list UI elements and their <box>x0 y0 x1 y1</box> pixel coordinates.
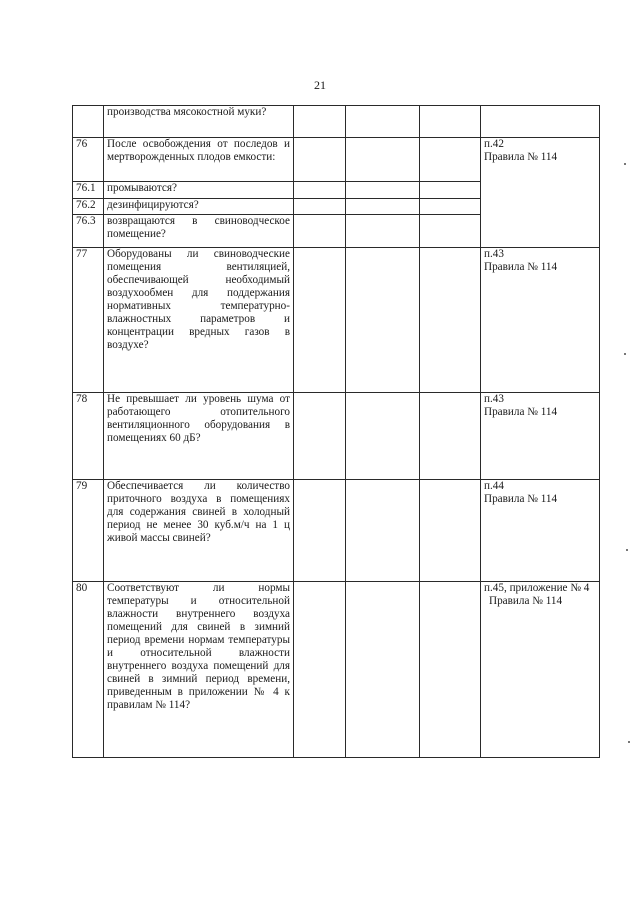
answer-no-cell <box>346 215 420 248</box>
answer-yes-cell <box>294 199 346 215</box>
item-number <box>73 106 104 138</box>
answer-na-cell <box>420 138 481 182</box>
item-number: 76 <box>73 138 104 182</box>
question-cell: После освобождения от последов и мертворожденных плодов емкости: <box>104 138 294 182</box>
answer-yes-cell <box>294 582 346 758</box>
item-number: 80 <box>73 582 104 758</box>
question-cell: Обеспечивается ли количество приточного воздуха в помещениях для содержания свиней в холодный период не менее 30 куб.м/ч на 1 ц живой массы свиней? <box>104 480 294 582</box>
answer-yes-cell <box>294 248 346 393</box>
answer-yes-cell <box>294 393 346 480</box>
answer-yes-cell <box>294 215 346 248</box>
reference-cell <box>481 393 600 480</box>
answer-no-cell <box>346 480 420 582</box>
answer-no-cell <box>346 182 420 199</box>
question-cell: Не превышает ли уровень шума от работающего отопительного вентиляционного оборудования в помещениях 60 дБ? <box>104 393 294 480</box>
item-number: 78 <box>73 393 104 480</box>
reference-clause: п.45, приложение № 4 <box>484 582 590 594</box>
answer-na-cell <box>420 106 481 138</box>
answer-na-cell <box>420 582 481 758</box>
reference-cell <box>481 480 600 582</box>
reference-cell <box>481 248 600 393</box>
answer-na-cell <box>420 215 481 248</box>
answer-na-cell <box>420 199 481 215</box>
answer-na-cell <box>420 480 481 582</box>
reference-cell <box>481 106 600 138</box>
answer-yes-cell <box>294 480 346 582</box>
answer-yes-cell <box>294 138 346 182</box>
table-row <box>73 393 600 480</box>
reference-cell <box>481 138 600 248</box>
answer-no-cell <box>346 199 420 215</box>
reference-document: Правила № 114 <box>484 493 558 505</box>
scan-speck <box>624 163 626 165</box>
reference-document: Правила № 114 <box>489 595 563 607</box>
table-row <box>73 582 600 758</box>
answer-yes-cell <box>294 182 346 199</box>
reference-cell <box>481 582 600 758</box>
reference-document: Правила № 114 <box>484 151 558 163</box>
answer-na-cell <box>420 182 481 199</box>
item-number: 77 <box>73 248 104 393</box>
reference-document: Правила № 114 <box>484 261 558 273</box>
table-row <box>73 248 600 393</box>
item-number: 79 <box>73 480 104 582</box>
item-number: 76.1 <box>73 182 104 199</box>
reference-clause: п.44 <box>484 480 504 492</box>
item-number: 76.2 <box>73 199 104 215</box>
page-number: 21 <box>314 78 326 92</box>
table-row <box>73 138 600 182</box>
reference-clause: п.43 <box>484 248 504 260</box>
reference-document: Правила № 114 <box>484 406 558 418</box>
answer-no-cell <box>346 393 420 480</box>
question-cell: Соответствуют ли нормы температуры и относительной влажности внутреннего воздуха помещений для свиней в зимний период времени нормам температуры и относительной влажности внутреннего воздуха помещений для свиней в зимний период времени, приведенным в приложении № 4 к правилам № 114? <box>104 582 294 758</box>
question-cell: производства мясокостной муки? <box>104 106 294 138</box>
scan-speck <box>624 353 626 355</box>
answer-no-cell <box>346 582 420 758</box>
question-cell: дезинфицируются? <box>104 199 294 215</box>
checklist-table <box>72 105 600 758</box>
answer-no-cell <box>346 106 420 138</box>
answer-na-cell <box>420 248 481 393</box>
scan-speck <box>628 741 630 743</box>
question-cell: промываются? <box>104 182 294 199</box>
question-cell: Оборудованы ли свиноводческие помещения вентиляцией, обеспечивающей необходимый воздухообмен для поддержания нормативных температурно-влажностных параметров и концентрации вредных газов в воздухе? <box>104 248 294 393</box>
reference-clause: п.42 <box>484 138 504 150</box>
table-row <box>73 480 600 582</box>
reference-clause: п.43 <box>484 393 504 405</box>
item-number: 76.3 <box>73 215 104 248</box>
answer-no-cell <box>346 248 420 393</box>
answer-yes-cell <box>294 106 346 138</box>
scan-speck <box>626 549 628 551</box>
table-row <box>73 106 600 138</box>
question-cell: возвращаются в свиноводческое помещение? <box>104 215 294 248</box>
answer-na-cell <box>420 393 481 480</box>
answer-no-cell <box>346 138 420 182</box>
